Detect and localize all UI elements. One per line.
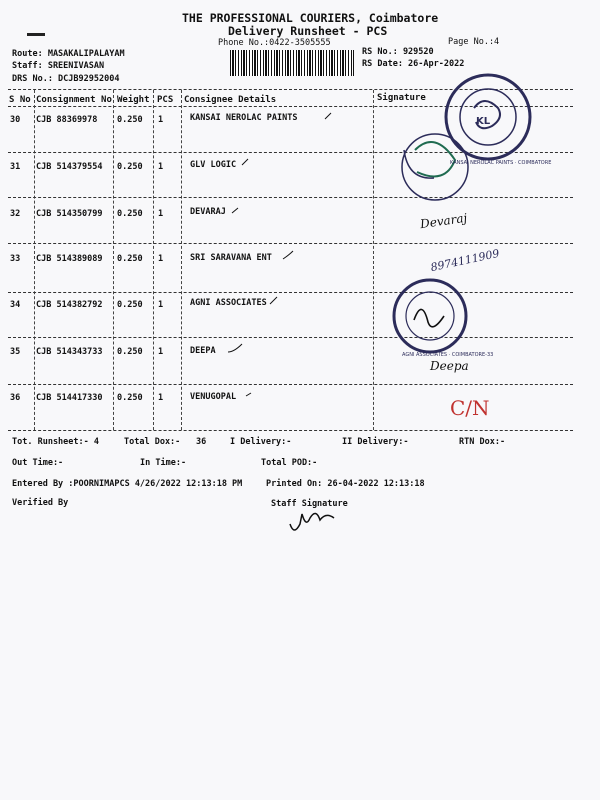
- printed-on: Printed On: 26-04-2022 12:13:18: [266, 479, 425, 489]
- row-sno: 31: [10, 162, 21, 172]
- entered-by: Entered By :POORNIMAPCS 4/26/2022 12:13:18 PM: [12, 479, 243, 489]
- row-sno: 30: [10, 115, 21, 125]
- total-runsheet: Tot. Runsheet:- 4: [12, 437, 99, 447]
- col-consignee: Consignee Details: [184, 95, 277, 105]
- row-consignee: AGNI ASSOCIATES: [190, 298, 267, 308]
- row-pcs: 1: [158, 347, 164, 357]
- drs-number: DRS No.: DCJB92952004: [12, 74, 120, 84]
- row-weight: 0.250: [117, 115, 143, 125]
- row-weight: 0.250: [117, 300, 143, 310]
- col-pcs: PCS: [157, 95, 174, 105]
- row-consignee: VENUGOPAL: [190, 392, 237, 402]
- svg-text:KL: KL: [476, 116, 491, 127]
- row-consignee: GLV LOGIC: [190, 160, 237, 170]
- page-number: Page No.:4: [448, 37, 500, 47]
- ii-delivery: II Delivery:-: [342, 437, 409, 447]
- out-time: Out Time:-: [12, 458, 64, 468]
- kansai-stamp-text: KANSAI NEROLAC PAINTS · COIMBATORE: [450, 160, 552, 166]
- row-weight: 0.250: [117, 347, 143, 357]
- row-weight: 0.250: [117, 254, 143, 264]
- row-consignee: SRI SARAVANA ENT: [190, 253, 272, 263]
- route: Route: MASAKALIPALAYAM: [12, 49, 125, 59]
- runsheet-subtitle: Delivery Runsheet - PCS: [228, 24, 388, 38]
- row-weight: 0.250: [117, 393, 143, 403]
- row-sno: 36: [10, 393, 21, 403]
- row-consignment: CJB 514343733: [36, 347, 103, 357]
- company-title: THE PROFESSIONAL COURIERS, Coimbatore: [182, 11, 439, 25]
- glv-logic-mark: [402, 134, 468, 200]
- row-sno: 33: [10, 254, 21, 264]
- row-pcs: 1: [158, 209, 164, 219]
- row-pcs: 1: [158, 393, 164, 403]
- row-weight: 0.250: [117, 162, 143, 172]
- rtn-dox: RTN Dox:-: [459, 437, 506, 447]
- i-delivery: I Delivery:-: [230, 437, 292, 447]
- row-consignment: CJB 514379554: [36, 162, 103, 172]
- in-time: In Time:-: [140, 458, 187, 468]
- kansai-stamp-image: [446, 75, 530, 159]
- row-pcs: 1: [158, 254, 164, 264]
- handwritten-phone: 8974111909: [429, 246, 501, 275]
- row-consignment: CJB 88369978: [36, 115, 98, 125]
- total-dox-value: 36: [196, 437, 207, 447]
- handwritten-devaraj: Devaraj: [419, 210, 469, 232]
- row-consignment: CJB 514350799: [36, 209, 103, 219]
- row-pcs: 1: [158, 162, 164, 172]
- row-pcs: 1: [158, 115, 164, 125]
- handwritten-cln: C/N: [450, 396, 490, 420]
- row-sno: 32: [10, 209, 21, 219]
- row-consignment: CJB 514389089: [36, 254, 103, 264]
- rs-number: RS No.: 929520: [362, 47, 434, 57]
- rs-date: RS Date: 26-Apr-2022: [362, 59, 465, 69]
- staff: Staff: SREENIVASAN: [12, 61, 105, 71]
- verified-by: Verified By: [12, 498, 69, 508]
- col-consignment: Consignment No: [36, 95, 112, 105]
- row-weight: 0.250: [117, 209, 143, 219]
- row-pcs: 1: [158, 300, 164, 310]
- staff-signature-label: Staff Signature: [271, 499, 348, 509]
- agni-stamp-image: [394, 280, 466, 352]
- staff-signature-scribble: [290, 513, 334, 530]
- row-consignee: DEEPA: [190, 346, 216, 356]
- phone-number: Phone No.:0422-3505555: [218, 38, 331, 48]
- col-sno: S No: [9, 95, 31, 105]
- row-sno: 34: [10, 300, 21, 310]
- row-consignee: DEVARAJ: [190, 207, 226, 217]
- row-consignee: KANSAI NEROLAC PAINTS: [190, 113, 298, 123]
- total-dox-label: Total Dox:-: [124, 437, 181, 447]
- row-consignment: CJB 514382792: [36, 300, 103, 310]
- total-pod: Total POD:-: [261, 458, 318, 468]
- row-sno: 35: [10, 347, 21, 357]
- handwritten-deepa: Deepa: [430, 359, 469, 373]
- col-signature: Signature: [377, 93, 426, 103]
- col-weight: Weight: [117, 95, 150, 105]
- agni-stamp-text: AGNI ASSOCIATES · COIMBATORE-33: [402, 352, 494, 358]
- row-consignment: CJB 514417330: [36, 393, 103, 403]
